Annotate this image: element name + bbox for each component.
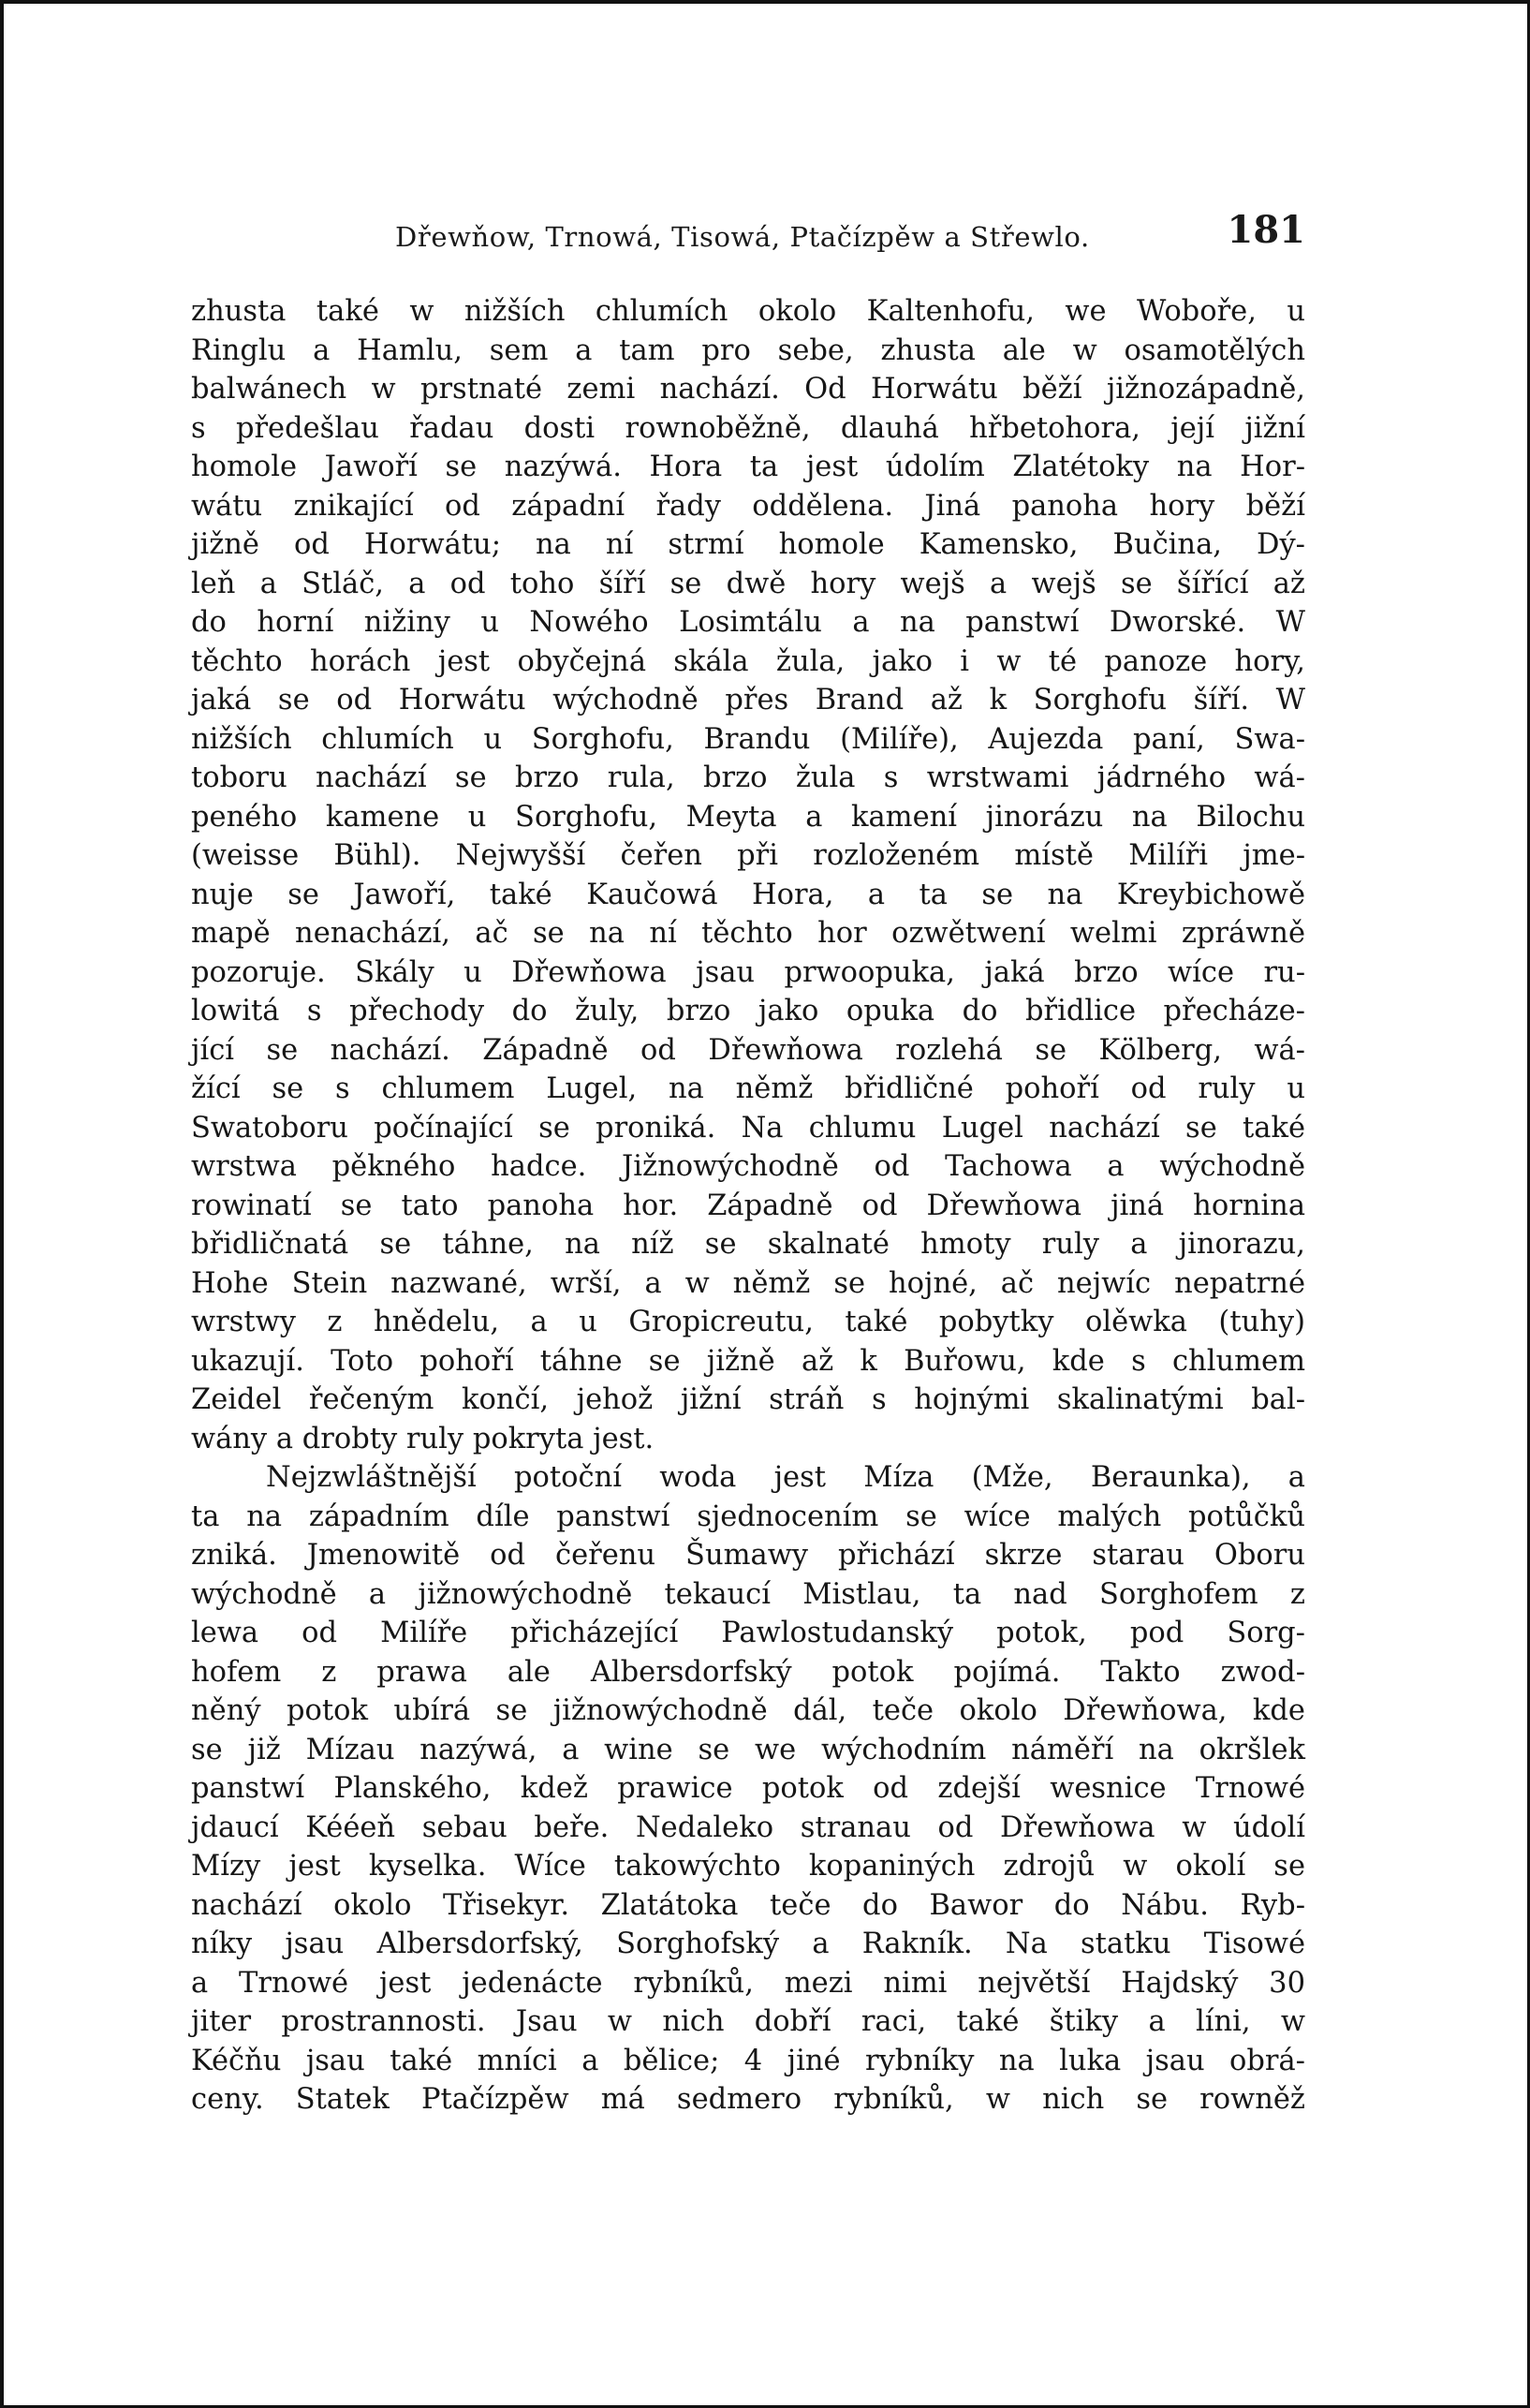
text-line: leň a Stláč, a od toho šíří se dwě hory wejš a wejš se šířící až <box>191 567 1305 600</box>
text-line: Kéčňu jsau také mníci a bělice; 4 jiné rybníky na luka jsau obrá- <box>191 2044 1305 2077</box>
text-line: hofem z prawa ale Albersdorfský potok pojímá. Takto zwod- <box>191 1655 1305 1689</box>
text-body <box>191 292 1305 2120</box>
text-line: Hohe Stein nazwané, wrší, a w němž se hojné, ač nejwíc nepatrné <box>191 1266 1305 1300</box>
text-line: wýchodně a jižnowýchodně tekaucí Mistlau, ta nad Sorghofem z <box>191 1577 1305 1611</box>
text-line: se již Mízau nazýwá, a wine se we wýchodním náměří na okršlek <box>191 1733 1305 1766</box>
text-line: Ringlu a Hamlu, sem a tam pro sebe, zhusta ale w osamotělých <box>191 333 1305 367</box>
text-line: Swatoboru počínající se proniká. Na chlumu Lugel nachází se také <box>191 1111 1305 1145</box>
text-line: nuje se Jawoří, také Kaučowá Hora, a ta se na Kreybichowě <box>191 878 1305 911</box>
text-line: pozoruje. Skály u Dřewňowa jsau prwoopuka, jaká brzo wíce ru- <box>191 955 1305 989</box>
text-line: Nejzwláštnější potoční woda jest Míza (Mže, Beraunka), a <box>266 1461 1305 1494</box>
text-line: jiter prostrannosti. Jsau w nich dobří raci, také štiky a líni, w <box>191 2005 1305 2038</box>
text-line: wrstwa pěkného hadce. Jižnowýchodně od Tachowa a wýchodně <box>191 1150 1305 1183</box>
running-title: Dřewňow, Trnowá, Tisowá, Ptačízpěw a Střewlo. <box>395 221 1090 253</box>
text-line: a Trnowé jest jedenácte rybníků, mezi nimi největší Hajdský 30 <box>191 1966 1305 2000</box>
text-line: jaká se od Horwátu wýchodně přes Brand až k Sorghofu šíří. W <box>191 684 1305 716</box>
text-line: panstwí Planského, kdež prawice potok od zdejší wesnice Trnowé <box>191 1772 1305 1805</box>
text-line: břidličnatá se táhne, na níž se skalnaté hmoty ruly a jinorazu, <box>191 1228 1305 1261</box>
text-line: balwánech w prstnaté zemi nachází. Od Horwátu běží jižnozápadně, <box>191 373 1305 406</box>
text-line: do horní nižiny u Nowého Losimtálu a na panstwí Dworské. W <box>191 606 1305 639</box>
text-line: něný potok ubírá se jižnowýchodně dál, teče okolo Dřewňowa, kde <box>191 1694 1305 1727</box>
text-line: ta na západním díle panstwí sjednocením se wíce malých potůčků <box>191 1499 1305 1533</box>
text-line: lewa od Milíře přicházející Pawlostudanský potok, pod Sorg- <box>191 1617 1305 1649</box>
text-line: ukazují. Toto pohoří táhne se jižně až k Buřowu, kde s chlumem <box>191 1344 1305 1378</box>
page-number: 181 <box>1227 208 1305 252</box>
paragraph <box>191 1458 1305 2120</box>
paragraph <box>191 292 1305 1458</box>
text-line: jící se nachází. Západně od Dřewňowa rozlehá se Kölberg, wá- <box>191 1033 1305 1067</box>
text-line: zhusta také w nižších chlumích okolo Kaltenhofu, we Woboře, u <box>191 295 1305 328</box>
scan-border-left <box>0 0 4 2408</box>
scan-border-top <box>0 0 1530 4</box>
text-line: mapě nenachází, ač se na ní těchto hor ozwětwení welmi zpráwně <box>191 917 1305 950</box>
text-line: jdaucí Kééeň sebau beře. Nedaleko stranau od Dřewňowa w údolí <box>191 1810 1305 1844</box>
text-line: lowitá s přechody do žuly, brzo jako opuka do břidlice přecháze- <box>191 995 1305 1027</box>
text-line: wátu znikající od západní řady oddělena. Jiná panoha hory běží <box>191 489 1305 523</box>
text-line: wrstwy z hnědelu, a u Gropicreutu, také pobytky olěwka (tuhy) <box>191 1306 1305 1338</box>
text-line: ceny. Statek Ptačízpěw má sedmero rybníků, w nich se rowněž <box>191 2083 1305 2116</box>
text-line: peného kamene u Sorghofu, Meyta a kamení jinorázu na Bilochu <box>191 800 1305 834</box>
running-head <box>187 208 1305 264</box>
text-line: homole Jawoří se nazýwá. Hora ta jest údolím Zlatétoky na Hor- <box>191 451 1305 483</box>
text-line: níky jsau Albersdorfský, Sorghofský a Rakník. Na statku Tisowé <box>191 1928 1305 1960</box>
text-line: toboru nachází se brzo rula, brzo žula s wrstwami jádrného wá- <box>191 761 1305 794</box>
text-line: Zeidel řečeným končí, jehož jižní stráň s hojnými skalinatými bal- <box>191 1383 1305 1416</box>
text-line: s předešlau řadau dosti rownoběžně, dlauhá hřbetohora, její jižní <box>191 411 1305 445</box>
text-line: Mízy jest kyselka. Wíce takowýchto kopaniných zdrojů w okolí se <box>191 1850 1305 1883</box>
text-line: zniká. Jmenowitě od čeřenu Šumawy přichází skrze starau Oboru <box>191 1539 1305 1572</box>
text-line: nižších chlumích u Sorghofu, Brandu (Milíře), Aujezda paní, Swa- <box>191 722 1305 756</box>
text-line: nachází okolo Třisekyr. Zlatátoka teče do Bawor do Nábu. Ryb- <box>191 1888 1305 1922</box>
text-line: jižně od Horwátu; na ní strmí homole Kamensko, Bučina, Dý- <box>191 528 1305 561</box>
text-line: (weisse Bühl). Nejwyšší čeřen při rozloženém místě Milíři jme- <box>191 839 1305 872</box>
text-line: těchto horách jest obyčejná skála žula, jako i w té panoze hory, <box>191 644 1305 678</box>
text-line: wány a drobty ruly pokryta jest. <box>191 1422 655 1455</box>
text-line: žící se s chlumem Lugel, na němž břidličné pohoří od ruly u <box>191 1072 1305 1105</box>
text-line: rowinatí se tato panoha hor. Západně od Dřewňowa jiná hornina <box>191 1189 1305 1222</box>
